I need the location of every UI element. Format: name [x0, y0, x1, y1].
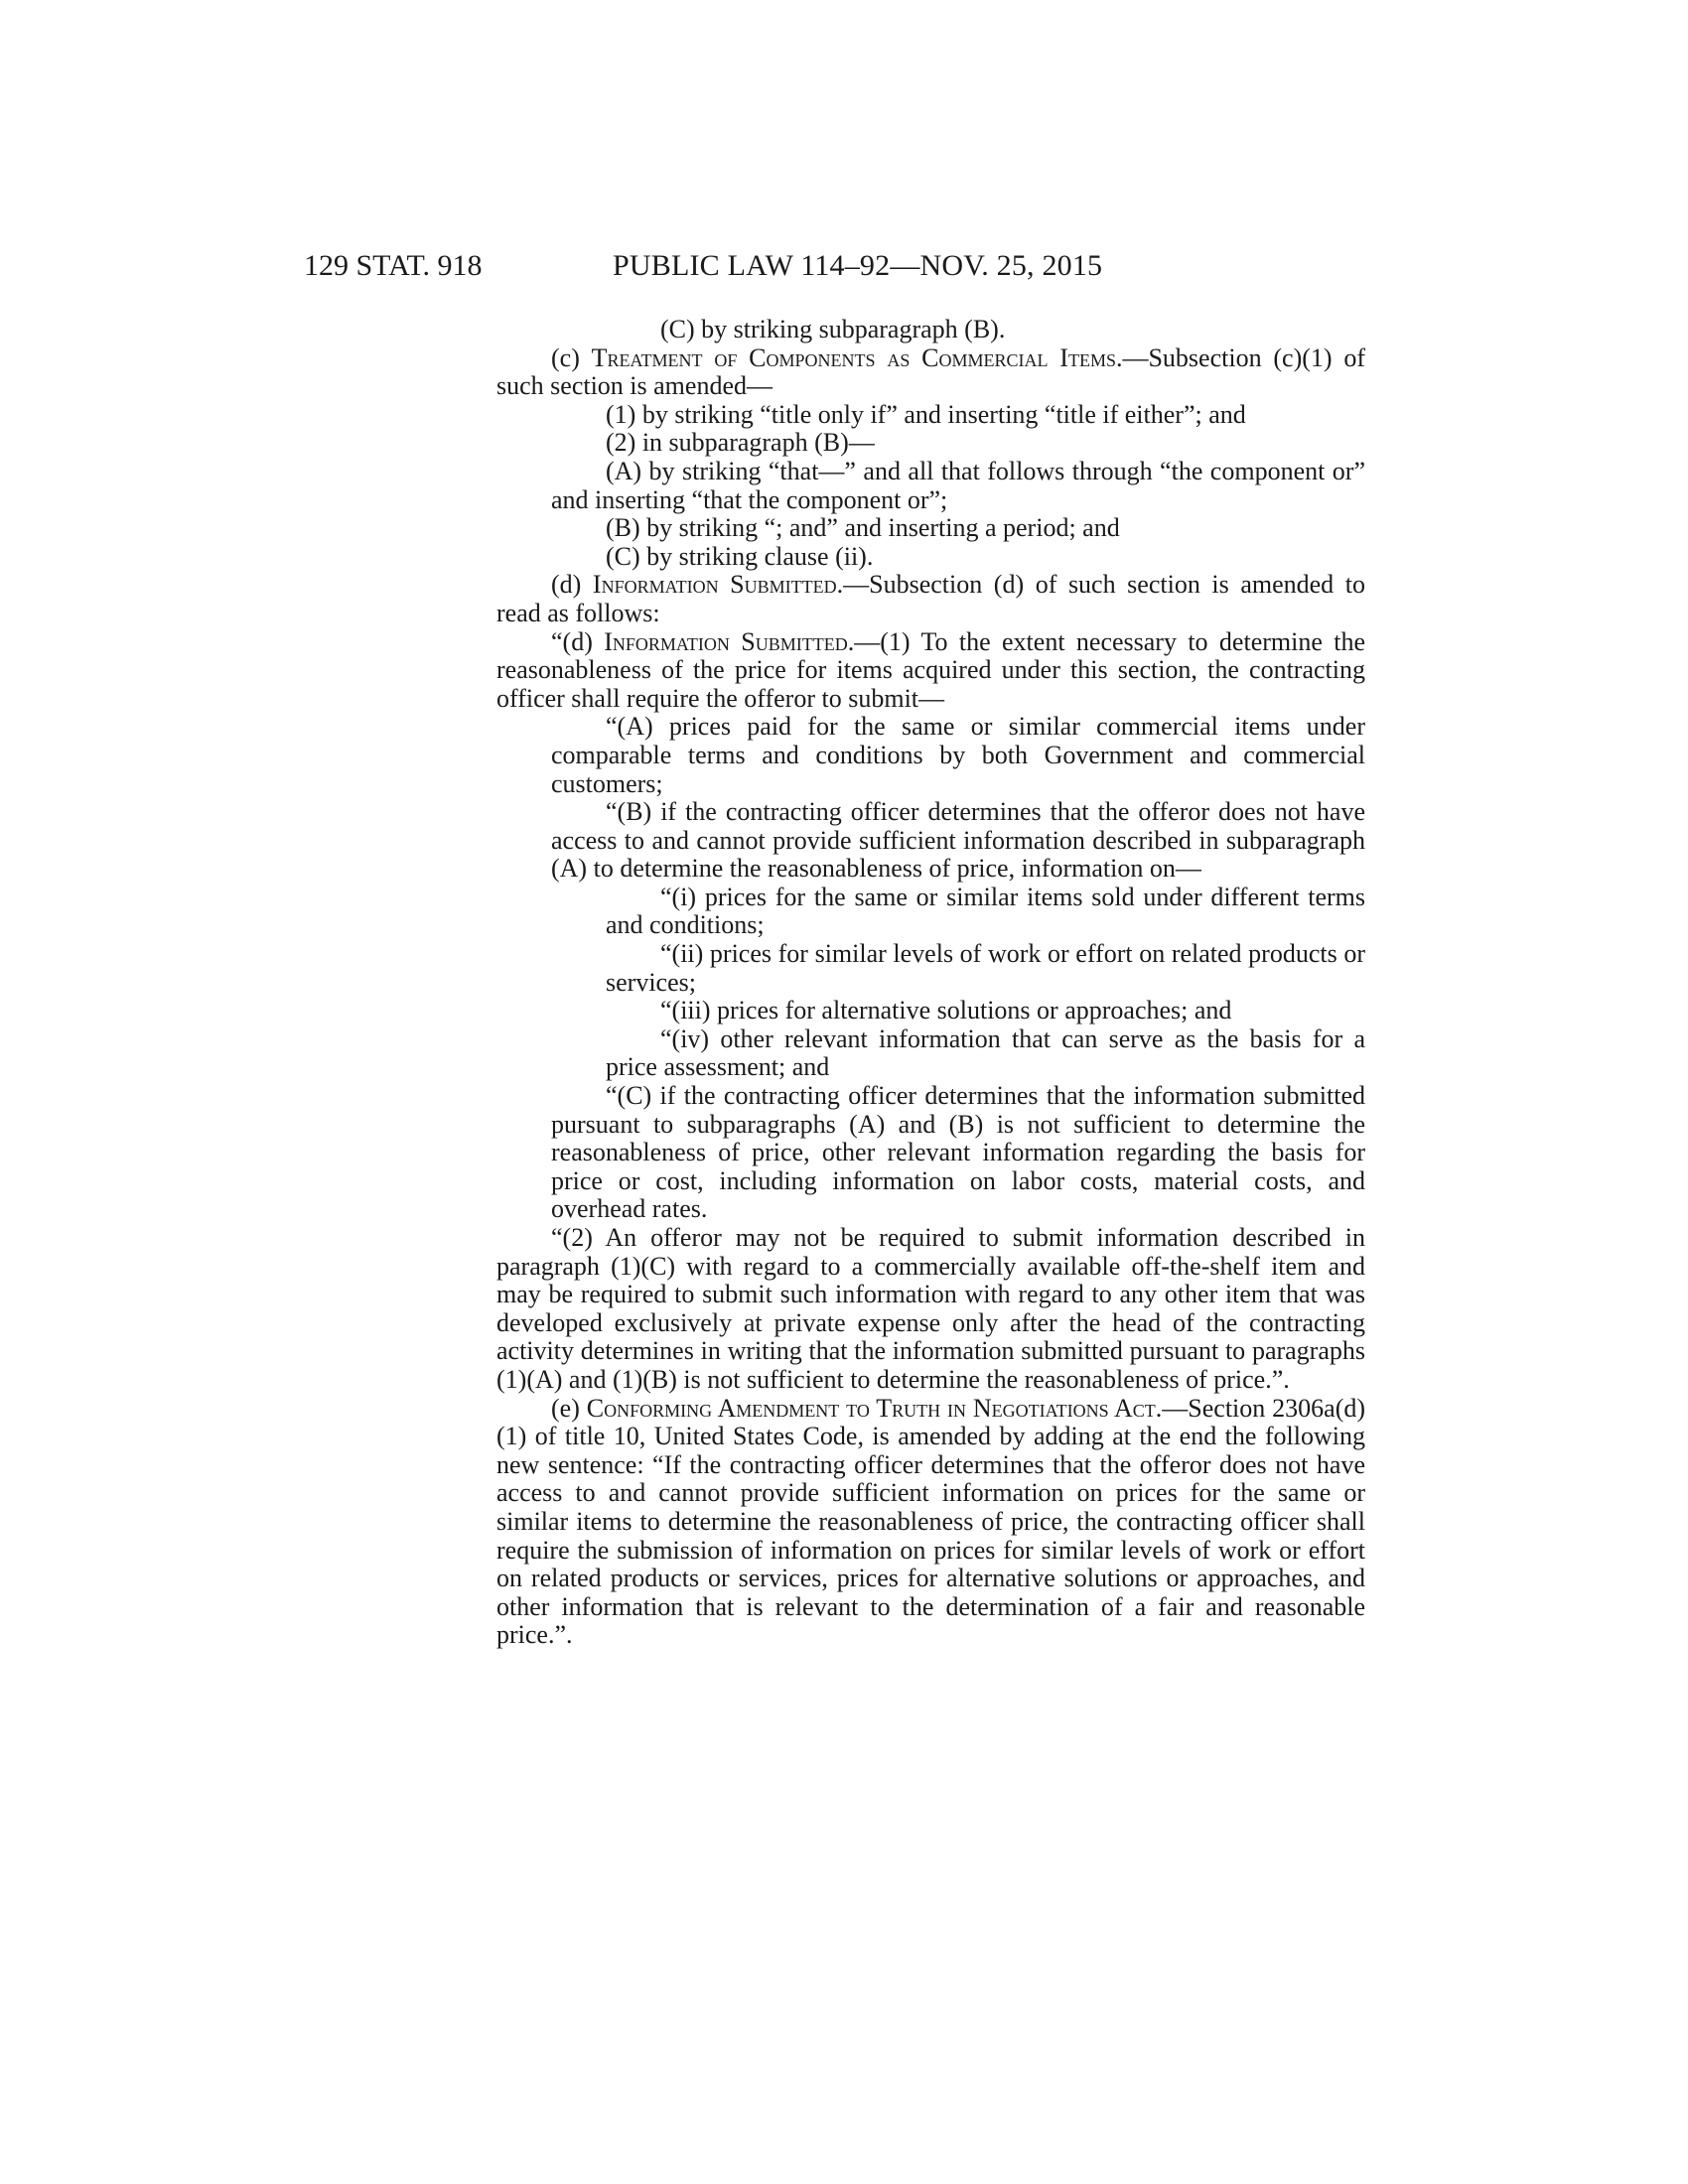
subsection-heading: Conforming Amendment to Truth in Negotiations Act: [586, 1393, 1156, 1423]
paragraph: “(i) prices for the same or similar items sold under different terms and conditions;: [606, 882, 1365, 940]
paragraph: “(iii) prices for alternative solutions or approaches; and: [660, 996, 1232, 1025]
paragraph: “(C) if the contracting officer determines that the information submitted pursuant to subparagraphs (A) and (B) is not sufficient to determine the reasonableness of price, other relevant information regarding the basis for price or cost, including information on labor costs, material costs, and overhead rates.: [551, 1081, 1365, 1224]
paragraph: (A) by striking “that—” and all that follows through “the component or” and inserting “that the component or”;: [551, 456, 1365, 514]
subsection-heading: Information Submitted: [604, 626, 848, 656]
quoted-subsection-d: “(d) Information Submitted.—(1) To the extent necessary to determine the reasonableness of the price for items acquired under this section, the contracting officer shall require the offeror to submit—: [496, 626, 1366, 713]
law-title-date: PUBLIC LAW 114–92—NOV. 25, 2015: [613, 249, 1103, 282]
paragraph: (1) by striking “title only if” and inserting “title if either”; and: [606, 399, 1246, 429]
statute-body: [496, 316, 1365, 1650]
paragraph: (2) in subparagraph (B)—: [606, 428, 875, 458]
paragraph: “(A) prices paid for the same or similar commercial items under comparable terms and conditions by both Government and commercial customers;: [551, 712, 1365, 798]
subsection-c: (c) Treatment of Components as Commercial Items.—Subsection (c)(1) of such section is amended—: [496, 342, 1366, 401]
paragraph: (B) by striking “; and” and inserting a period; and: [606, 513, 1120, 543]
paragraph: (C) by striking clause (ii).: [606, 541, 874, 571]
statute-page-number: 129 STAT. 918: [304, 249, 483, 282]
paragraph: “(2) An offeror may not be required to submit information described in paragraph (1)(C) with regard to a commercially available off-the-shelf item and may be required to submit such information with regard to any other item that was developed exclusively at private expense only after the head of the contracting activity determines in writing that the information submitted pursuant to paragraphs (1)(A) and (1)(B) is not sufficient to determine the reasonableness of price.”.: [496, 1223, 1365, 1394]
subsection-e: (e) Conforming Amendment to Truth in Negotiations Act.—Section 2306a(d)(1) of title 10, United States Code, is amended by adding at the end the following new sentence: “If the contracting officer determines that the offeror does not have access to and cannot provide sufficient information on prices for the same or similar items to determine the reasonableness of price, the contracting officer shall require the submission of information on prices for similar levels of work or effort on related products or services, prices for alternative solutions or approaches, and other information that is relevant to the determination of a fair and reasonable price.”.: [496, 1393, 1366, 1650]
subsection-d: (d) Information Submitted.—Subsection (d) of such section is amended to read as follows:: [496, 570, 1365, 627]
paragraph: “(B) if the contracting officer determines that the offeror does not have access to and cannot provide sufficient information described in subparagraph (A) to determine the reasonableness of price, information on—: [551, 797, 1365, 884]
paragraph: “(ii) prices for similar levels of work or effort on related products or services;: [606, 939, 1365, 997]
running-header: [304, 246, 1396, 286]
subsection-heading: Treatment of Components as Commercial Items: [591, 342, 1116, 372]
paragraph: (C) by striking subparagraph (B).: [660, 315, 1006, 343]
paragraph: “(iv) other relevant information that can serve as the basis for a price assessment; and: [606, 1024, 1365, 1082]
subsection-heading: Information Submitted: [592, 570, 837, 600]
